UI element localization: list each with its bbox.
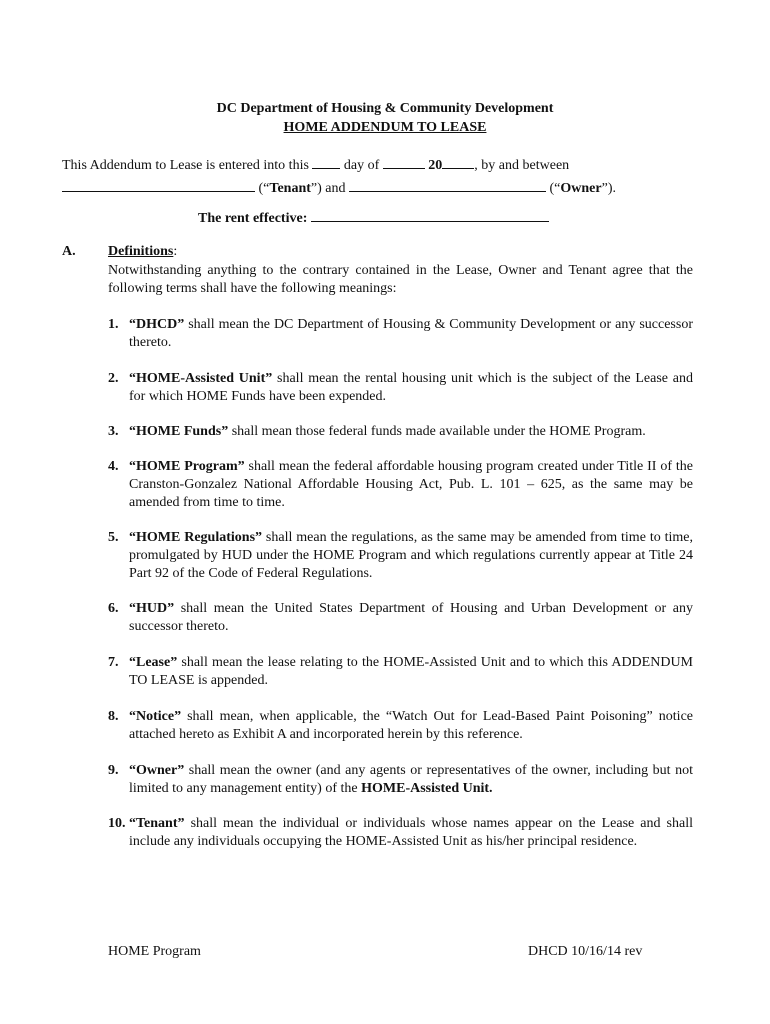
owner-open: (“ xyxy=(546,181,561,196)
intro-text-entered: This Addendum to Lease is entered into this xyxy=(62,158,309,173)
definition-item xyxy=(108,762,693,798)
footer-revision: DHCD 10/16/14 rev xyxy=(528,944,643,959)
definition-text xyxy=(129,370,693,406)
definition-item xyxy=(108,458,693,512)
definition-number: 2. xyxy=(108,371,119,386)
definition-item xyxy=(108,815,693,851)
definition-term: “Lease” xyxy=(129,655,178,670)
definition-text xyxy=(129,762,693,798)
definition-text xyxy=(129,529,693,583)
definition-item xyxy=(108,423,693,441)
year-blank[interactable] xyxy=(442,155,474,169)
definition-body: shall mean the DC Department of Housing & Community Development or any successor thereto. xyxy=(129,317,693,350)
definition-term: “HOME Funds” xyxy=(129,424,229,439)
month-blank[interactable] xyxy=(383,155,425,169)
intro-line-1 xyxy=(62,155,569,175)
tenant-name-blank[interactable] xyxy=(62,178,255,192)
definition-body: shall mean the individual or individuals whose names appear on the Lease and shall include any individuals occupying the HOME-Assisted Unit as his/her principal residence. xyxy=(129,816,693,849)
definition-term: “Owner” xyxy=(129,763,185,778)
tenant-close: ”) and xyxy=(310,181,349,196)
definition-term: “DHCD” xyxy=(129,317,185,332)
definition-term: “HUD” xyxy=(129,601,175,616)
definition-text xyxy=(129,458,693,512)
day-blank[interactable] xyxy=(312,155,340,169)
definition-text xyxy=(129,423,693,441)
definition-text xyxy=(129,654,693,690)
definition-item xyxy=(108,316,693,352)
section-title xyxy=(108,243,177,261)
document-title: HOME ADDENDUM TO LEASE xyxy=(283,120,487,135)
section-title-colon: : xyxy=(173,244,178,259)
footer-program: HOME Program xyxy=(108,944,201,959)
definition-number: 3. xyxy=(108,424,119,439)
owner-name-blank[interactable] xyxy=(349,178,546,192)
intro-line-2 xyxy=(62,178,616,198)
definition-tail: HOME-Assisted Unit. xyxy=(361,781,493,796)
definition-number: 8. xyxy=(108,709,119,724)
definition-item xyxy=(108,529,693,583)
definition-term: “Notice” xyxy=(129,709,182,724)
section-intro: Notwithstanding anything to the contrary contained in the Lease, Owner and Tenant agree that the following terms shall have the following meanings: xyxy=(108,263,693,296)
rent-effective-blank[interactable] xyxy=(311,208,549,222)
definition-item xyxy=(108,654,693,690)
definition-body: shall mean the owner (and any agents or representatives of the owner, including but not limited to any management entity) of the xyxy=(129,763,693,796)
definition-number: 5. xyxy=(108,530,119,545)
definition-number: 1. xyxy=(108,317,119,332)
agency-title: DC Department of Housing & Community Development xyxy=(216,101,554,116)
definition-body: shall mean the lease relating to the HOME-Assisted Unit and to which this ADDENDUM TO LEASE is appended. xyxy=(129,655,693,688)
owner-close: ”). xyxy=(601,181,616,196)
definition-item xyxy=(108,708,693,744)
intro-text-day-of: day of xyxy=(343,158,380,173)
owner-label: Owner xyxy=(560,181,602,196)
definition-body: shall mean the United States Department of Housing and Urban Development or any successor thereto. xyxy=(129,601,693,634)
rent-effective-label: The rent effective: xyxy=(198,211,308,226)
definition-term: “HOME-Assisted Unit” xyxy=(129,371,273,386)
definition-body: shall mean the regulations, as the same may be amended from time to time, promulgated by HUD under the HOME Program and which regulations currently appear at Title 24 Part 92 of the Code of Federal Regulations. xyxy=(129,530,693,581)
definition-term: “HOME Program” xyxy=(129,459,245,474)
definition-item xyxy=(108,600,693,636)
tenant-open: (“ xyxy=(255,181,270,196)
intro-text-by-and-between: , by and between xyxy=(474,158,570,173)
definition-term: “Tenant” xyxy=(129,816,185,831)
tenant-label: Tenant xyxy=(269,181,311,196)
definition-term: “HOME Regulations” xyxy=(129,530,263,545)
definition-number: 4. xyxy=(108,459,119,474)
rent-effective-line xyxy=(198,208,549,228)
definition-text xyxy=(129,815,693,851)
section-title-text: Definitions xyxy=(108,244,174,259)
definition-text xyxy=(129,708,693,744)
section-label: A. xyxy=(62,244,76,259)
definition-body: shall mean, when applicable, the “Watch Out for Lead-Based Paint Poisoning” notice attached hereto as Exhibit A and incorporated herein by this reference. xyxy=(129,709,693,742)
definition-body: shall mean the rental housing unit which is the subject of the Lease and for which HOME Funds have been expended. xyxy=(129,371,693,404)
definition-text xyxy=(129,316,693,352)
definition-text xyxy=(129,600,693,636)
definition-body: shall mean the federal affordable housing program created under Title II of the Cranston-Gonzalez National Affordable Housing Act, Pub. L. 101 – 625, as the same may be amended from time to time. xyxy=(129,459,693,510)
definition-number: 7. xyxy=(108,655,119,670)
year-prefix: 20 xyxy=(428,158,443,173)
definition-item xyxy=(108,370,693,406)
definition-number: 6. xyxy=(108,601,119,616)
definition-body: shall mean those federal funds made available under the HOME Program. xyxy=(228,424,646,439)
definition-number: 9. xyxy=(108,763,119,778)
definition-number: 10. xyxy=(108,816,126,831)
